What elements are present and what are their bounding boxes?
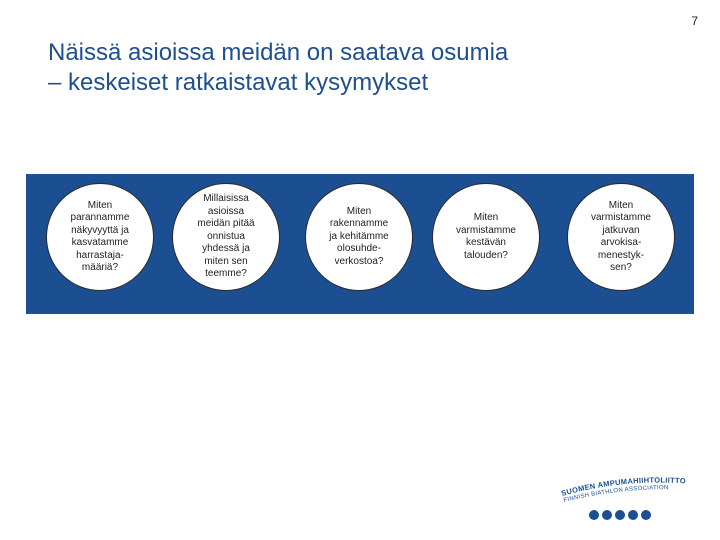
title-line-2: – keskeiset ratkaistavat kysymykset [48, 69, 429, 96]
page-title [48, 38, 668, 98]
title-line-1: Näissä asioissa meidän on saatava osumia [48, 39, 509, 66]
question-circle-1 [46, 183, 154, 291]
logo-text-en: FINNISH BIATHLON ASSOCIATION [563, 485, 669, 504]
question-text-2: Millaisissa asioissa meidän pitää onnistua yhdessä ja miten sen teemme? [197, 193, 255, 280]
question-circle-2 [172, 183, 280, 291]
association-logo [556, 470, 696, 530]
question-text-4: Miten varmistamme kestävän talouden? [455, 212, 516, 261]
page-number: 7 [691, 14, 698, 28]
question-text-3: Miten rakennamme ja kehitämme olosuhde- verkostoa? [329, 205, 389, 267]
logo-text-fi: SUOMEN AMPUMAHIIHTOLIITTO [560, 475, 687, 498]
logo-dots [589, 510, 651, 520]
question-circle-4 [432, 183, 540, 291]
question-text-5: Miten varmistamme jatkuvan arvokisa- menestyk- sen? [590, 199, 651, 273]
question-circle-5 [567, 183, 675, 291]
question-text-1: Miten parannamme näkyvyyttä ja kasvatamme harrastaja- määriä? [70, 199, 130, 273]
question-circle-3 [305, 183, 413, 291]
